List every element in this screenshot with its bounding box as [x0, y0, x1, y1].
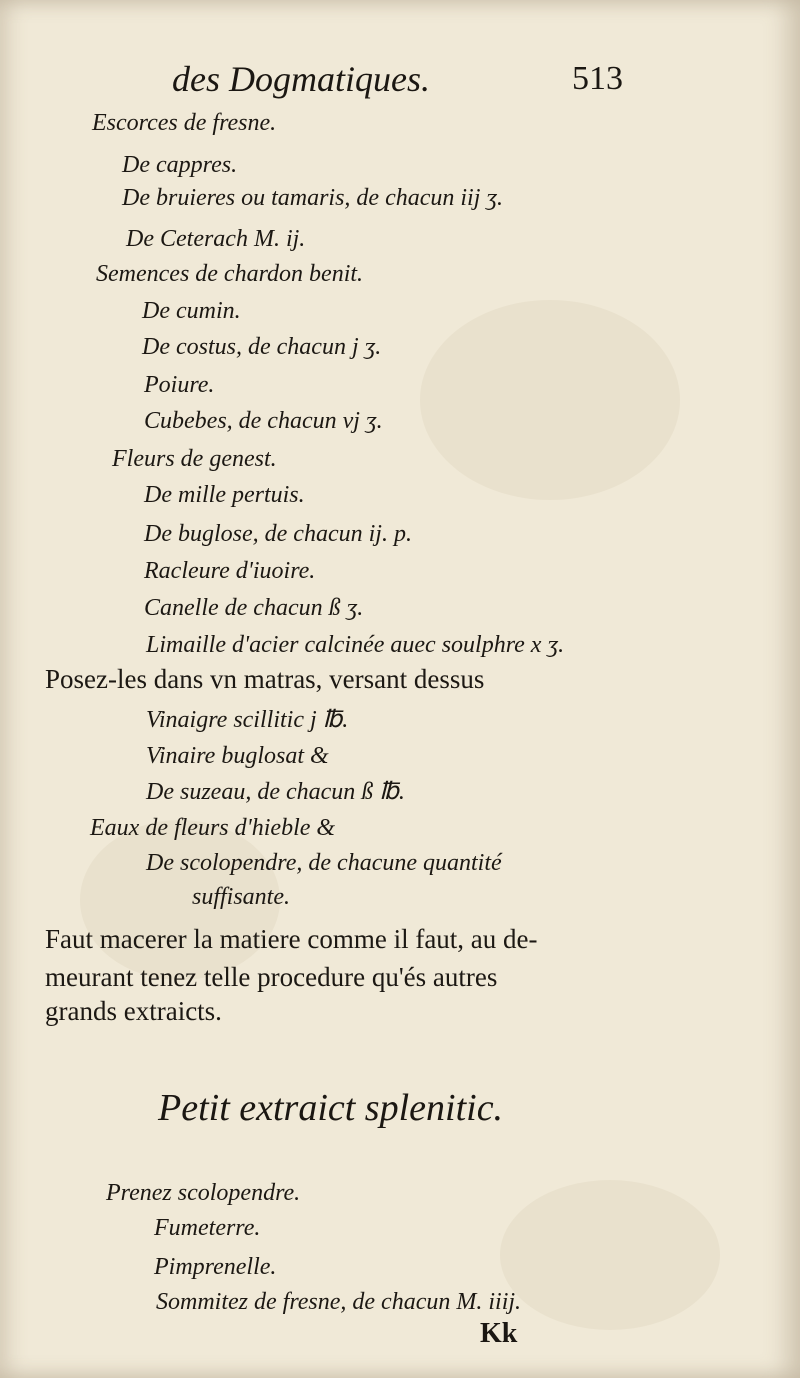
text-line: Fleurs de genest. [112, 446, 277, 472]
text-line: De costus, de chacun j ʒ. [142, 334, 382, 360]
text-line: De scolopendre, de chacune quantité [146, 850, 502, 876]
text-line: De cappres. [122, 152, 238, 178]
text-line: Racleure d'iuoire. [144, 558, 316, 584]
text-line: grands extraicts. [45, 996, 222, 1026]
text-line: Vinaire buglosat & [146, 743, 329, 769]
text-line: Vinaigre scillitic j ℔. [146, 707, 349, 733]
text-line: Escorces de fresne. [92, 110, 277, 136]
text-line: Poiure. [144, 372, 215, 398]
signature-mark: Kk [480, 1318, 518, 1349]
text-line: Eaux de fleurs d'hieble & [90, 815, 336, 841]
text-line: Faut macerer la matiere comme il faut, au de- [45, 924, 538, 954]
paper-stain [420, 300, 680, 500]
text-line: Semences de chardon benit. [96, 261, 364, 287]
text-line: suffisante. [192, 884, 291, 910]
text-line: Posez-les dans vn matras, versant dessus [45, 664, 485, 694]
paper-stain [500, 1180, 720, 1330]
running-title: des Dogmatiques. [172, 59, 430, 99]
text-line: Sommitez de fresne, de chacun M. iiij. [156, 1289, 522, 1315]
text-line: Prenez scolopendre. [106, 1180, 301, 1206]
text-line: meurant tenez telle procedure qu'és autres [45, 962, 498, 992]
text-line: De mille pertuis. [144, 482, 305, 508]
text-line: Cubebes, de chacun vj ʒ. [144, 408, 383, 434]
text-line: De Ceterach M. ij. [126, 226, 306, 252]
text-line: Fumeterre. [154, 1215, 261, 1241]
text-line: Limaille d'acier calcinée auec soulphre x ʒ. [146, 632, 565, 658]
text-line: De buglose, de chacun ij. p. [144, 521, 412, 547]
text-line: Canelle de chacun ß ʒ. [144, 595, 364, 621]
text-line: Pimprenelle. [154, 1254, 277, 1280]
text-line: De cumin. [142, 298, 241, 324]
page-number: 513 [572, 60, 623, 97]
text-line: De suzeau, de chacun ß ℔. [146, 779, 405, 805]
section-heading: Petit extraict splenitic. [158, 1087, 504, 1129]
text-line: De bruieres ou tamaris, de chacun iij ʒ. [122, 185, 504, 211]
